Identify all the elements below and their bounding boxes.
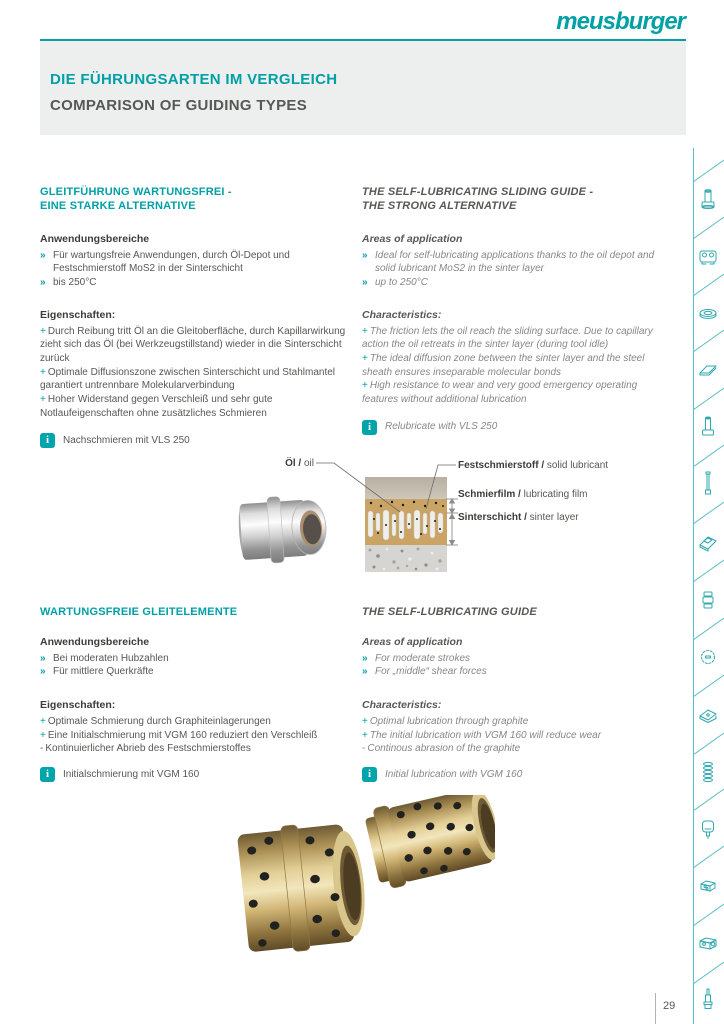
characteristics-title-de: Eigenschaften: — [40, 699, 116, 712]
plus-marker: + — [362, 352, 368, 364]
section2-german-column — [40, 605, 352, 782]
plus-marker: + — [362, 729, 368, 741]
characteristics-title-en: Characteristics: — [362, 308, 442, 321]
list-item: » For „middle“ shear forces — [362, 666, 487, 678]
sidebar-icon-ring — [700, 310, 716, 319]
characteristics-list — [362, 715, 674, 756]
bullet-marker: » — [362, 652, 368, 664]
bullet-marker: » — [40, 249, 46, 261]
product-category-sidebar — [693, 0, 724, 1024]
list-item: » Für wartungsfreie Anwendungen, durch Öl-Depot und Festschmierstoff MoS2 in der Sinterschicht — [40, 249, 290, 275]
sidebar-icon-guide-pillar — [703, 417, 714, 435]
info-note — [362, 420, 674, 435]
section1-german-column — [40, 185, 352, 448]
section1-english-column — [362, 185, 674, 435]
list-item: - Continous abrasion of the graphite — [362, 743, 521, 755]
list-item: + The ideal diffusion zone between the sinter layer and the steel sheath ensures inseparable molecular bonds — [362, 352, 645, 378]
plus-marker: + — [40, 366, 46, 378]
list-item: + Optimale Diffusionszone zwischen Sinterschicht und Stahlmantel garantiert untrennbare Molekularverbindung — [40, 366, 336, 392]
info-note — [40, 767, 352, 782]
list-item: + Optimale Schmierung durch Graphiteinlagerungen — [40, 715, 271, 727]
sidebar-icon-plate — [700, 366, 716, 375]
plus-marker: + — [362, 715, 368, 727]
list-item: + Eine Initialschmierung mit VGM 160 reduziert den Verschleiß — [40, 729, 318, 741]
sidebar-icon-ejector-pin — [706, 472, 711, 494]
sidebar-icon-slide-plate — [700, 710, 716, 723]
section1-heading-de: GLEITFÜHRUNG WARTUNGSFREI - EINE STARKE ALTERNATIVE — [40, 186, 232, 212]
plus-marker: + — [362, 325, 368, 337]
minus-marker: - — [40, 743, 44, 755]
plus-marker: + — [362, 380, 368, 392]
info-text: Relubricate with VLS 250 — [385, 421, 498, 433]
list-item: » bis 250°C — [40, 277, 97, 289]
info-text: Initial lubrication with VGM 160 — [385, 768, 523, 780]
bullet-marker: » — [362, 666, 368, 678]
characteristics-list — [40, 325, 352, 421]
sidebar-icon-centering-unit — [700, 251, 716, 264]
list-item: + High resistance to wear and very good emergency operating features without additional lubrication — [362, 380, 638, 406]
plus-marker: + — [40, 729, 46, 741]
bullet-marker: » — [362, 249, 368, 261]
info-text: Nachschmieren mit VLS 250 — [63, 435, 190, 447]
list-item: + The initial lubrication with VGM 160 will reduce wear — [362, 729, 602, 741]
bullet-marker: » — [362, 277, 368, 289]
minus-marker: - — [362, 743, 366, 755]
info-icon: i — [40, 767, 55, 782]
list-item: » Ideal for self-lubricating applications thanks to the oil depot and solid lubricant MoS2 in the sinter layer — [362, 249, 655, 275]
bullet-marker: » — [40, 666, 46, 678]
sidebar-icon-bush-stack — [703, 592, 713, 608]
info-icon: i — [362, 420, 377, 435]
label-oil: Öl / oil — [285, 458, 314, 469]
info-icon: i — [362, 767, 377, 782]
page-title-english: COMPARISON OF GUIDING TYPES — [50, 97, 308, 114]
info-note — [40, 433, 352, 448]
section2-english-column — [362, 605, 674, 782]
list-item: + Durch Reibung tritt Öl an die Gleitoberfläche, durch Kapillarwirkung zieht sich das Öl (bei Werkzeugstillstand) wieder in die Sinterschicht zurück — [40, 325, 346, 364]
section1-heading-en: THE SELF-LUBRICATING SLIDING GUIDE - THE STRONG ALTERNATIVE — [362, 186, 594, 212]
bullet-marker: » — [40, 277, 46, 289]
section2-heading-de: WARTUNGSFREIE GLEITELEMENTE — [40, 606, 238, 618]
graphite-bush-left — [237, 818, 371, 956]
list-item: + Optimal lubrication through graphite — [362, 715, 529, 727]
areas-title-de: Anwendungsbereiche — [40, 636, 150, 648]
bullet-marker: » — [40, 652, 46, 664]
title-band — [40, 41, 686, 135]
meusburger-logo: meusburger — [556, 8, 685, 35]
sidebar-icon-oiler — [703, 821, 714, 839]
info-note — [362, 767, 674, 782]
label-solid-lubricant: Festschmierstoff / solid lubricant — [458, 460, 609, 471]
info-icon: i — [40, 433, 55, 448]
characteristics-list — [40, 715, 352, 756]
list-item: + Hoher Widerstand gegen Verschleiß und sehr gute Notlaufeigenschaften ohne zusätzliches Schmieren — [40, 394, 273, 419]
page-number: 29 — [663, 1000, 676, 1012]
plus-marker: + — [40, 715, 46, 727]
sidebar-icon-guide-bush — [702, 190, 714, 209]
sidebar-icon-slide-unit — [700, 537, 716, 551]
areas-title-en: Areas of application — [362, 233, 463, 245]
sidebar-icon-spring — [704, 762, 713, 781]
sidebar-icon-latch-lock — [700, 938, 716, 949]
characteristics-title-de: Eigenschaften: — [40, 308, 116, 321]
list-item: » up to 250°C — [362, 277, 428, 289]
characteristics-title-en: Characteristics: — [362, 699, 442, 712]
list-item: - Kontinuierlicher Abrieb des Festschmierstoffes — [40, 743, 251, 755]
areas-title-de: Anwendungsbereiche — [40, 233, 150, 245]
plus-marker: + — [40, 325, 46, 337]
sidebar-icon-date-stamp — [702, 651, 715, 664]
plus-marker: + — [40, 394, 46, 406]
graphite-bush-right — [363, 795, 495, 891]
info-text: Initialschmierung mit VGM 160 — [63, 768, 200, 780]
list-item: » Bei moderaten Hubzahlen — [40, 652, 169, 664]
list-item: » For moderate strokes — [362, 652, 471, 664]
page-title-german: DIE FÜHRUNGSARTEN IM VERGLEICH — [50, 71, 338, 88]
list-item: » Für mittlere Querkräfte — [40, 666, 154, 678]
label-lubricating-film: Schmierfilm / lubricating film — [458, 489, 588, 500]
list-item: + The friction lets the oil reach the sliding surface. Due to capillary action the oil retreats in the sinter layer (during tool idle) — [362, 325, 653, 351]
section2-heading-en: THE SELF-LUBRICATING GUIDE — [362, 606, 537, 618]
sidebar-icon-valve-pin — [704, 989, 712, 1009]
sidebar-icon-block-small — [701, 881, 715, 891]
characteristics-list — [362, 325, 674, 407]
page-number-rule — [655, 993, 656, 1024]
areas-title-en: Areas of application — [362, 636, 463, 648]
graphite-guide-bush-photos — [225, 795, 495, 980]
sinter-layer-figure — [230, 452, 690, 582]
label-sinter-layer: Sinterschicht / sinter layer — [458, 512, 579, 523]
